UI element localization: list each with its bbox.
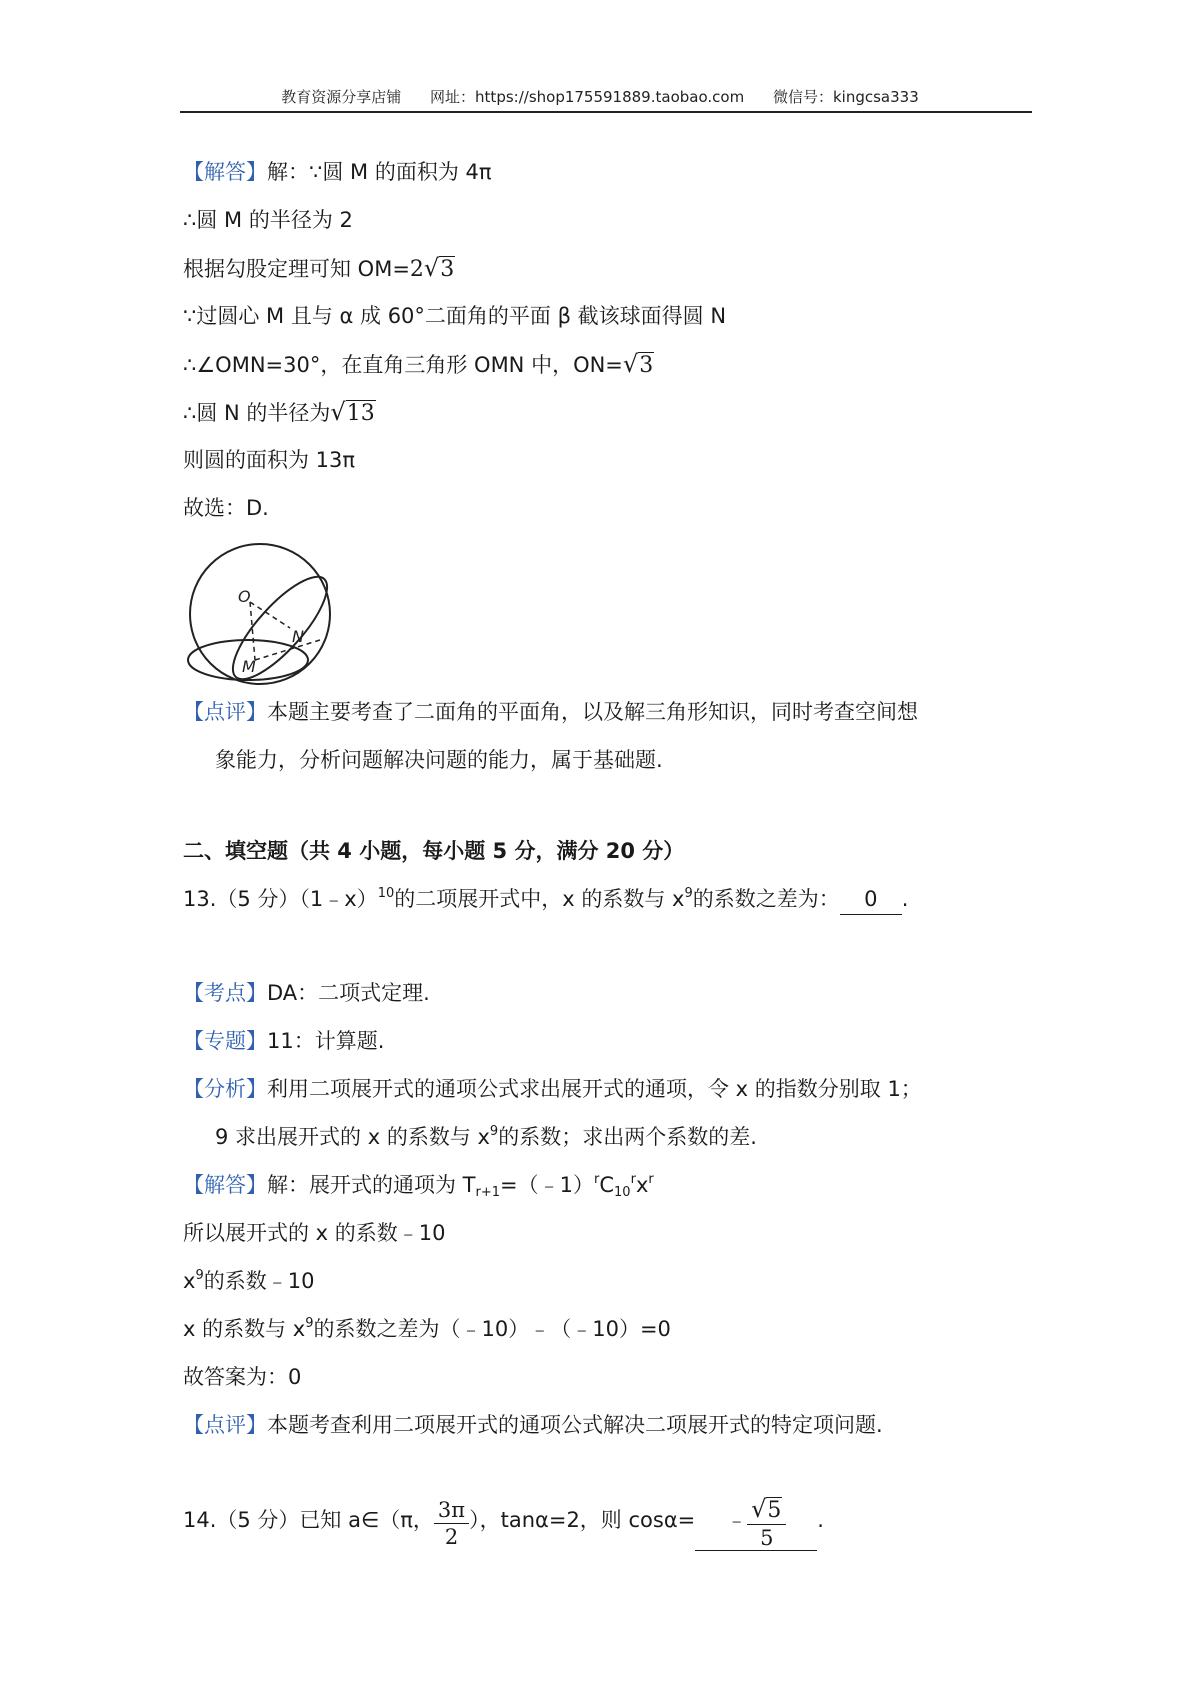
q13-stem-b: 的二项展开式中，x 的系数与 x	[394, 887, 685, 911]
q14-answer-blank	[695, 1490, 817, 1551]
q13-stem	[183, 884, 908, 915]
frac-denominator: 2	[444, 1524, 459, 1549]
q13-stem-c: 的系数之差为：	[692, 887, 840, 911]
q13-fenxi-line-2	[215, 1122, 757, 1152]
sphere-figure	[180, 540, 350, 694]
jieda-text-a: 解：展开式的通项为 T	[267, 1173, 476, 1197]
q13-step-3	[183, 1314, 671, 1344]
label-o: O	[238, 587, 251, 606]
step-3-text-b: 的系数之差为（﹣10）﹣（﹣10）=0	[313, 1317, 671, 1341]
radius-n-radicand: 13	[346, 401, 375, 426]
om-radicand: 3	[440, 257, 455, 282]
answer-denominator: 5	[760, 1525, 774, 1550]
label-n: N	[292, 627, 304, 646]
q12-comment-line-1	[183, 697, 918, 727]
dianping-tag: 【点评】	[183, 1413, 267, 1437]
fenxi-text-2a: 9 求出展开式的 x 的系数与 x	[215, 1125, 490, 1149]
q12-answer-line-3	[183, 253, 455, 285]
radius-n-value: √13	[330, 398, 375, 426]
jieda-tag: 【解答】	[183, 1173, 267, 1197]
step-2-text: 的系数﹣10	[203, 1269, 315, 1293]
on-radicand: 3	[639, 353, 654, 378]
q13-fenxi-line-1	[183, 1074, 922, 1104]
answer-radicand: 5	[767, 1497, 782, 1523]
jieda-sub-r1: r+1	[475, 1185, 501, 1200]
fenxi-tag: 【分析】	[183, 1077, 267, 1101]
q12-comment-text-1: 本题主要考查了二面角的平面角，以及解三角形知识，同时考查空间想	[267, 700, 918, 724]
q12-l6-text: ∴圆 N 的半径为	[183, 401, 331, 425]
answer-numerator: √5	[747, 1496, 786, 1525]
answer-sign: ﹣	[726, 1508, 748, 1532]
fenxi-exp-9: 9	[489, 1124, 499, 1139]
q13-kaodian	[183, 978, 430, 1008]
q13-exp-10: 10	[377, 886, 395, 901]
q13-exp-9: 9	[684, 886, 693, 901]
kaodian-text: DA：二项式定理.	[267, 981, 430, 1005]
kaodian-tag: 【考点】	[183, 981, 267, 1005]
step-1-text: 所以展开式的 x 的系数﹣10	[183, 1221, 446, 1245]
q13-stem-end: .	[901, 887, 909, 911]
answer-tag: 【解答】	[183, 160, 267, 184]
q12-answer-line-2	[183, 205, 353, 235]
interval-upper-fraction	[434, 1497, 469, 1550]
label-m: M	[242, 657, 256, 676]
zhuanti-text: 11：计算题.	[267, 1029, 385, 1053]
comment-tag: 【点评】	[183, 700, 267, 724]
q13-step-2	[183, 1266, 314, 1296]
q14-stem-a: 14.（5 分）已知 a∈（π，	[183, 1508, 434, 1532]
answer-fraction	[747, 1496, 786, 1551]
segment-mn	[255, 640, 320, 660]
dianping-text: 本题考查利用二项展开式的通项公式解决二项展开式的特定项问题.	[267, 1413, 883, 1437]
wechat-id: 微信号：kingcsa333	[772, 88, 919, 106]
q12-answer-line-1	[183, 157, 492, 187]
page-header	[0, 86, 1200, 107]
q12-l2-text: ∴圆 M 的半径为 2	[183, 208, 353, 232]
q13-stem-a: 13.（5 分）（1﹣x）	[183, 887, 378, 911]
q14-stem-end: .	[817, 1508, 824, 1532]
q12-l5-text: ∴∠OMN=30°，在直角三角形 OMN 中，ON=	[183, 353, 623, 377]
om-coef: 2	[409, 257, 424, 282]
step-2-exp: 9	[195, 1268, 204, 1283]
header-divider	[180, 111, 1032, 113]
shop-url: 网址：https://shop175591889.taobao.com	[430, 88, 745, 106]
q12-answer-line-5	[183, 349, 654, 381]
q12-answer-line-7	[183, 445, 355, 475]
sphere-diagram	[180, 540, 350, 690]
zhuanti-tag: 【专题】	[183, 1029, 267, 1053]
q13-jieda	[183, 1170, 654, 1200]
q12-comment-text-2: 象能力，分析问题解决问题的能力，属于基础题.	[215, 748, 663, 772]
q12-l8-text: 故选：D.	[183, 496, 269, 520]
jieda-x: x	[635, 1173, 649, 1197]
q12-answer-line-8	[183, 493, 269, 523]
jieda-text-b: =（﹣1）	[500, 1173, 594, 1197]
section-title: 二、填空题（共 4 小题，每小题 5 分，满分 20 分）	[183, 839, 685, 863]
jieda-sub-10: 10	[614, 1185, 631, 1200]
q13-zhuanti	[183, 1026, 384, 1056]
q13-step-4	[183, 1362, 301, 1392]
step-2-x: x	[183, 1269, 196, 1293]
segment-om	[250, 602, 255, 660]
q13-answer-blank: 0	[840, 884, 902, 915]
q12-answer-line-6	[183, 397, 376, 429]
jieda-exp-r: r	[594, 1172, 600, 1187]
q12-l3-text: 根据勾股定理可知 OM=	[183, 257, 410, 281]
fenxi-text-1: 利用二项展开式的通项公式求出展开式的通项，令 x 的指数分别取 1；	[267, 1077, 922, 1101]
q12-l1-text: 解：∵圆 M 的面积为 4π	[267, 160, 492, 184]
jieda-exp-r2: r	[630, 1172, 636, 1187]
step-3-text-a: x 的系数与 x	[183, 1317, 306, 1341]
shop-name: 教育资源分享店铺	[281, 88, 402, 106]
om-value: 2√3	[409, 254, 455, 282]
q12-comment-line-2	[215, 745, 663, 775]
jieda-exp-r3: r	[648, 1172, 654, 1187]
jieda-c: C	[599, 1173, 615, 1197]
q14-stem	[183, 1490, 824, 1551]
step-4-text: 故答案为：0	[183, 1365, 302, 1389]
q12-l4-text: ∵过圆心 M 且与 α 成 60°二面角的平面 β 截该球面得圆 N	[183, 304, 727, 328]
q12-answer-line-4	[183, 301, 726, 331]
on-value: √3	[622, 350, 654, 378]
step-3-exp: 9	[305, 1316, 314, 1331]
q13-step-1	[183, 1218, 446, 1248]
sphere-outline	[190, 544, 330, 684]
q12-l7-text: 则圆的面积为 13π	[183, 448, 356, 472]
q14-stem-b: ），tanα=2，则 cosα=	[469, 1508, 696, 1532]
fenxi-text-2b: 的系数；求出两个系数的差.	[498, 1125, 757, 1149]
frac-numerator: 3π	[434, 1497, 469, 1524]
q13-dianping	[183, 1410, 883, 1440]
